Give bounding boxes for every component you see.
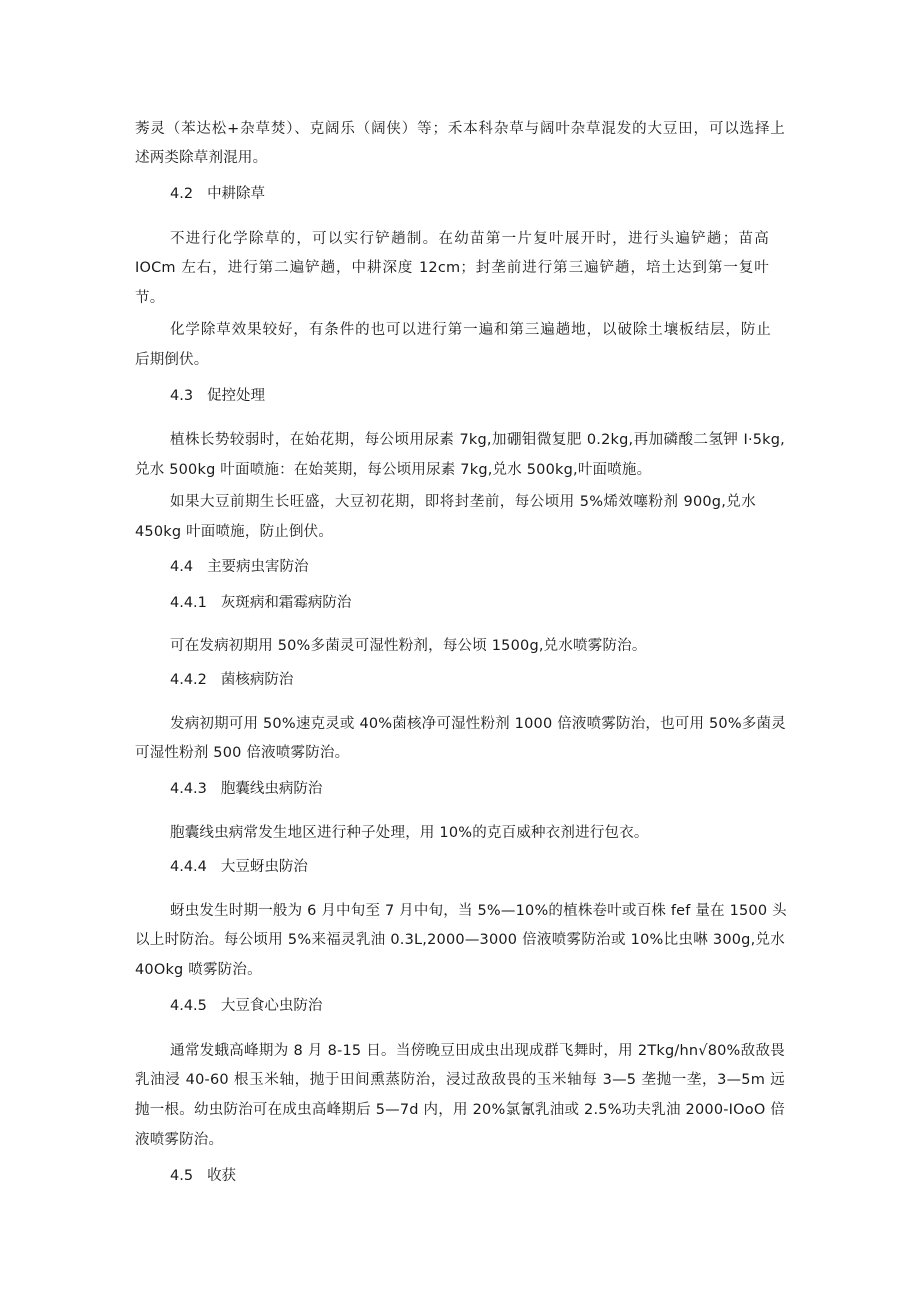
paragraph-line: 化学除草效果较好，有条件的也可以进行第一遍和第三遍趟地，以破除土壤板结层，防止 — [170, 322, 771, 338]
section-heading-4-5 — [170, 1166, 236, 1186]
section-heading-4-2 — [170, 184, 265, 204]
section-heading-4-4-5 — [170, 996, 322, 1016]
paragraph-line: 如果大豆前期生长旺盛，大豆初花期，即将封垄前，每公顷用 5%烯效噻粉剂 900g,兑水 — [170, 494, 756, 510]
paragraph-line: 可在发病初期用 50%多菌灵可湿性粉剂，每公顷 1500g,兑水喷雾防治。 — [170, 638, 647, 654]
section-title: 灰斑病和霜霉病防治 — [220, 595, 352, 611]
paragraph-line: 莠灵（苯达松+杂草焚）、克阔乐（阔侠）等；禾本科杂草与阔叶杂草混发的大豆田，可以选择上 — [135, 121, 785, 137]
paragraph-line: 述两类除草剂混用。 — [135, 150, 268, 166]
paragraph-line: 抛一根。幼虫防治可在成虫高峰期后 5—7d 内，用 20%氯氰乳油或 2.5%功夫乳油 2000-IOoO 倍 — [135, 1102, 785, 1118]
paragraph-line: 以上时防治。每公顷用 5%来福灵乳油 0.3L,2000—3000 倍液喷雾防治或 10%比虫啉 300g,兑水 — [135, 932, 785, 948]
paragraph-line: 通常发蛾高峰期为 8 月 8-15 日。当傍晚豆田成虫出现成群飞舞时，用 2Tkg∕hn√80%敌敌畏 — [170, 1043, 785, 1059]
section-title: 中耕除草 — [207, 186, 266, 202]
section-title: 菌核病防治 — [220, 672, 294, 688]
section-heading-4-4-3 — [170, 779, 322, 799]
section-number: 4.4.3 — [170, 781, 207, 797]
section-number: 4.4.2 — [170, 672, 207, 688]
paragraph-line: 40Okg 喷雾防治。 — [135, 962, 262, 978]
section-number: 4.2 — [170, 186, 194, 202]
section-number: 4.5 — [170, 1168, 194, 1184]
section-heading-4-4-1 — [170, 593, 351, 613]
section-heading-4-4-2 — [170, 670, 293, 690]
section-number: 4.4.1 — [170, 595, 207, 611]
section-heading-4-4-4 — [170, 857, 308, 877]
section-number: 4.4 — [170, 559, 194, 575]
paragraph-line: 胞囊线虫病常发生地区进行种子处理，用 10%的克百威种衣剂进行包衣。 — [170, 825, 649, 841]
paragraph-line: 节。 — [135, 290, 165, 306]
paragraph-line: 不进行化学除草的，可以实行铲趟制。在幼苗第一片复叶展开时，进行头遍铲趟；苗高 — [170, 231, 769, 247]
paragraph-line: 450kg 叶面喷施，防止倒伏。 — [135, 524, 334, 540]
section-title: 促控处理 — [207, 388, 266, 404]
paragraph-line: 兑水 500kg 叶面喷施：在始荚期，每公顷用尿素 7kg,兑水 500kg,叶面喷施。 — [135, 462, 652, 478]
paragraph-line: 蚜虫发生时期一般为 6 月中旬至 7 月中旬，当 5%—10%的植株卷叶或百株 fef 量在 1500 头 — [170, 903, 787, 919]
section-number: 4.4.4 — [170, 859, 207, 875]
paragraph-line: 可湿性粉剂 500 倍液喷雾防治。 — [135, 745, 350, 761]
paragraph-line: 后期倒伏。 — [135, 352, 209, 368]
paragraph-line: 发病初期可用 50%速克灵或 40%菌核净可湿性粉剂 1000 倍液喷雾防治，也可用 50%多菌灵 — [170, 716, 786, 732]
paragraph-line: 乳油浸 40-60 根玉米轴，抛于田间熏蒸防治，浸过敌敌畏的玉米轴每 3—5 垄抛一垄，3—5m 远 — [135, 1072, 785, 1088]
paragraph-line: 液喷雾防治。 — [135, 1132, 224, 1148]
paragraph-line: 植株长势较弱时，在始花期，每公顷用尿素 7kg,加硼钼微复肥 0.2kg,再加磷酸二氢钾 I·5kg, — [170, 432, 785, 448]
section-title: 大豆蚜虫防治 — [220, 859, 308, 875]
section-title: 胞囊线虫病防治 — [220, 781, 323, 797]
section-heading-4-4 — [170, 557, 309, 577]
section-heading-4-3 — [170, 386, 265, 406]
section-number: 4.4.5 — [170, 998, 207, 1014]
section-title: 大豆食心虫防治 — [220, 998, 323, 1014]
section-title: 收获 — [207, 1168, 237, 1184]
section-number: 4.3 — [170, 388, 194, 404]
paragraph-line: IOCm 左右，进行第二遍铲趟，中耕深度 12cm；封垄前进行第三遍铲趟，培土达到第一复叶 — [135, 260, 769, 276]
section-title: 主要病虫害防治 — [207, 559, 309, 575]
